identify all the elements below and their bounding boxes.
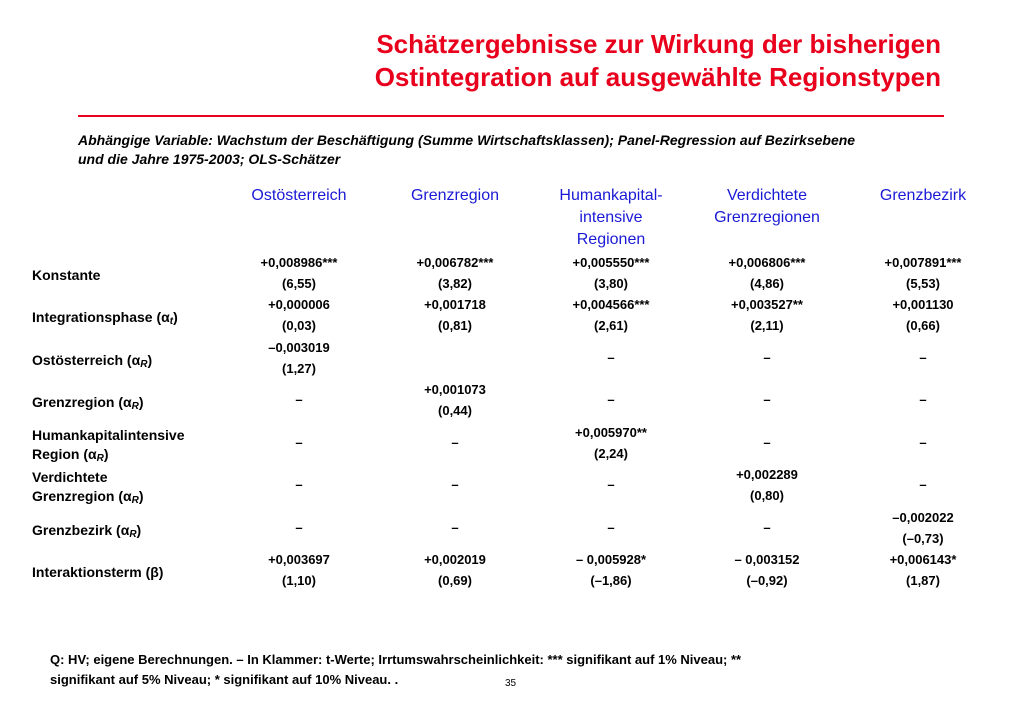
table-cell: [697, 549, 837, 591]
coefficient-value: +0,005550***: [572, 255, 650, 270]
coefficient-value: –: [919, 350, 927, 365]
coefficient-value: +0,006782***: [416, 255, 494, 270]
table-cell: [229, 549, 369, 591]
table-cell: [541, 389, 681, 410]
row-label: [32, 426, 222, 468]
row-label: [32, 521, 222, 544]
table-cell: [229, 517, 369, 538]
coefficient-value: –: [763, 392, 771, 407]
greek-subscript: R: [131, 401, 139, 412]
row-label-line: [32, 563, 222, 582]
row-label: [32, 308, 222, 331]
subtitle-line-1: Abhängige Variable: Wachstum der Beschäftigung (Summe Wirtschaftsklassen); Panel-Regression auf Bezirksebene: [78, 132, 856, 148]
row-label-text: Grenzregion (: [32, 394, 124, 410]
coefficient-value: –: [295, 392, 303, 407]
row-label-close: ): [158, 564, 164, 580]
coefficient-value: –: [919, 435, 927, 450]
row-label-line: [32, 308, 222, 331]
table-cell: [385, 517, 525, 538]
column-header-line: Verdichtete: [726, 187, 808, 204]
column-header-3: [697, 185, 837, 229]
table-cell: [541, 517, 681, 538]
column-header-4: [853, 185, 993, 207]
table-cell: [853, 294, 993, 336]
coefficient-value: –0,003019: [268, 340, 330, 355]
coefficient-value: –: [451, 520, 459, 535]
coefficient-value: – 0,003152: [734, 552, 800, 567]
row-label-text: Integrationsphase (: [32, 309, 162, 325]
table-cell: [853, 507, 993, 549]
table-cell: [385, 294, 525, 336]
table-cell: [385, 549, 525, 591]
row-label: [32, 563, 222, 582]
t-value: (1,10): [282, 573, 316, 588]
column-header-line: Grenzbezirk: [879, 187, 967, 204]
table-cell: [541, 422, 681, 464]
table-cell: [697, 432, 837, 453]
greek-symbol: α: [88, 446, 97, 462]
row-label-close: ): [147, 352, 153, 368]
row-label-line: [32, 393, 222, 416]
coefficient-value: –: [295, 520, 303, 535]
coefficient-value: –: [607, 350, 615, 365]
greek-subscript: R: [131, 495, 139, 506]
table-cell: [853, 432, 993, 453]
greek-symbol: α: [123, 488, 132, 504]
table-cell: [229, 474, 369, 495]
row-label-line: [32, 521, 222, 544]
column-header-2: [541, 185, 681, 251]
row-label: [32, 266, 222, 285]
row-label-close: ): [173, 309, 178, 325]
row-label: [32, 351, 222, 374]
t-value: (1,87): [906, 573, 940, 588]
row-label-text: Konstante: [32, 267, 101, 283]
row-label-text: Interaktionsterm (: [32, 564, 151, 580]
coefficient-value: –: [451, 477, 459, 492]
subtitle-line-2: und die Jahre 1975-2003; OLS-Schätzer: [78, 151, 341, 167]
table-cell: [853, 389, 993, 410]
t-value: (6,55): [282, 276, 316, 291]
coefficient-value: +0,003527**: [731, 297, 803, 312]
greek-symbol: β: [150, 564, 159, 580]
t-value: (2,24): [594, 446, 628, 461]
coefficient-value: +0,006143*: [889, 552, 957, 567]
table-cell: [541, 252, 681, 294]
t-value: (4,86): [750, 276, 784, 291]
row-label-text: Verdichtete: [32, 469, 108, 485]
table-cell: [853, 347, 993, 368]
table-cell: [541, 294, 681, 336]
table-cell: [229, 294, 369, 336]
source-note-line-1: Q: HV; eigene Berechnungen. – In Klammer: t-Werte; Irrtumswahrscheinlichkeit: *** signifikant auf 1% Niveau; **: [50, 652, 742, 667]
coefficient-value: –: [763, 350, 771, 365]
table-cell: [541, 474, 681, 495]
column-header-line: Humankapital-: [559, 187, 663, 204]
column-header-1: [385, 185, 525, 207]
t-value: (0,66): [906, 318, 940, 333]
table-cell: [541, 347, 681, 368]
column-header-line: intensive: [579, 209, 643, 226]
t-value: (0,81): [438, 318, 472, 333]
row-label-text: Grenzregion (: [32, 488, 124, 504]
page-number: 35: [505, 678, 517, 689]
coefficient-value: +0,004566***: [572, 297, 650, 312]
table-cell: [697, 389, 837, 410]
coefficient-value: +0,002289: [736, 467, 798, 482]
coefficient-value: – 0,005928*: [575, 552, 647, 567]
row-label-text: Grenzbezirk (: [32, 522, 121, 538]
coefficient-value: +0,001073: [424, 382, 486, 397]
t-value: (1,27): [282, 361, 316, 376]
row-label-line: [32, 426, 222, 445]
row-label-close: ): [138, 488, 144, 504]
t-value: (5,53): [906, 276, 940, 291]
coefficient-value: +0,003697: [268, 552, 330, 567]
greek-subscript: R: [96, 453, 104, 464]
row-label-line: [32, 266, 222, 285]
row-label-line: [32, 468, 222, 487]
coefficient-value: –: [763, 435, 771, 450]
greek-subscript: R: [140, 359, 148, 370]
t-value: (0,03): [282, 318, 316, 333]
row-label: [32, 393, 222, 416]
t-value: (2,11): [750, 318, 784, 333]
table-cell: [229, 252, 369, 294]
table-cell: [229, 432, 369, 453]
row-label-line: [32, 445, 222, 468]
row-label-line: [32, 487, 222, 510]
column-header-line: Grenzregion: [410, 187, 500, 204]
column-header-line: Regionen: [576, 231, 646, 248]
coefficient-value: +0,002019: [424, 552, 486, 567]
coefficient-value: –: [919, 477, 927, 492]
greek-subscript: t: [169, 316, 174, 327]
t-value: (0,69): [438, 573, 472, 588]
greek-symbol: α: [161, 309, 170, 325]
table-cell: [229, 337, 369, 379]
title-line-1: Schätzergebnisse zur Wirkung der bisherigen: [376, 29, 941, 59]
t-value: (–0,73): [902, 531, 944, 546]
coefficient-value: –: [607, 477, 615, 492]
row-label-close: ): [136, 522, 142, 538]
table-cell: [697, 347, 837, 368]
t-value: (0,44): [438, 403, 472, 418]
column-header-0: [229, 185, 369, 207]
table-cell: [853, 549, 993, 591]
greek-symbol: α: [123, 394, 132, 410]
title-line-2: Ostintegration auf ausgewählte Regionstypen: [374, 62, 941, 92]
table-cell: [229, 389, 369, 410]
coefficient-value: –: [607, 520, 615, 535]
t-value: (3,80): [594, 276, 628, 291]
row-label-text: Region (: [32, 446, 88, 462]
coefficient-value: –: [295, 435, 303, 450]
column-header-line: Ostösterreich: [251, 187, 347, 204]
row-label-close: ): [138, 394, 144, 410]
table-cell: [385, 432, 525, 453]
row-label-line: [32, 351, 222, 374]
greek-symbol: α: [131, 352, 141, 368]
table-cell: [853, 252, 993, 294]
table-cell: [385, 474, 525, 495]
coefficient-value: +0,008986***: [260, 255, 338, 270]
row-label: [32, 468, 222, 510]
table-cell: [697, 517, 837, 538]
coefficient-value: +0,007891***: [884, 255, 962, 270]
t-value: (–1,86): [590, 573, 632, 588]
t-value: (0,80): [750, 488, 784, 503]
coefficient-value: +0,001718: [424, 297, 486, 312]
t-value: (2,61): [594, 318, 628, 333]
coefficient-value: +0,005970**: [575, 425, 647, 440]
table-cell: [697, 252, 837, 294]
table-cell: [697, 464, 837, 506]
greek-symbol: α: [120, 522, 130, 538]
column-header-line: Grenzregionen: [714, 209, 820, 226]
table-cell: [853, 474, 993, 495]
table-cell: [385, 379, 525, 421]
source-note: [50, 650, 950, 690]
coefficient-value: +0,006806***: [728, 255, 806, 270]
source-note-line-2: signifikant auf 5% Niveau; * signifikant auf 10% Niveau. .: [50, 672, 399, 687]
coefficient-value: +0,000006: [268, 297, 330, 312]
greek-subscript: R: [129, 529, 137, 540]
row-label-close: ): [103, 446, 109, 462]
t-value: (–0,92): [746, 573, 788, 588]
coefficient-value: –: [607, 392, 615, 407]
t-value: (3,82): [438, 276, 472, 291]
table-cell: [697, 294, 837, 336]
table-cell: [541, 549, 681, 591]
coefficient-value: –: [763, 520, 771, 535]
coefficient-value: +0,001130: [892, 297, 954, 312]
coefficient-value: –: [919, 392, 927, 407]
coefficient-value: –: [451, 435, 459, 450]
coefficient-value: –: [295, 477, 303, 492]
coefficient-value: –0,002022: [892, 510, 954, 525]
row-label-text: Humankapitalintensive: [32, 427, 185, 443]
row-label-text: Ostösterreich (: [32, 352, 132, 368]
table-cell: [385, 252, 525, 294]
